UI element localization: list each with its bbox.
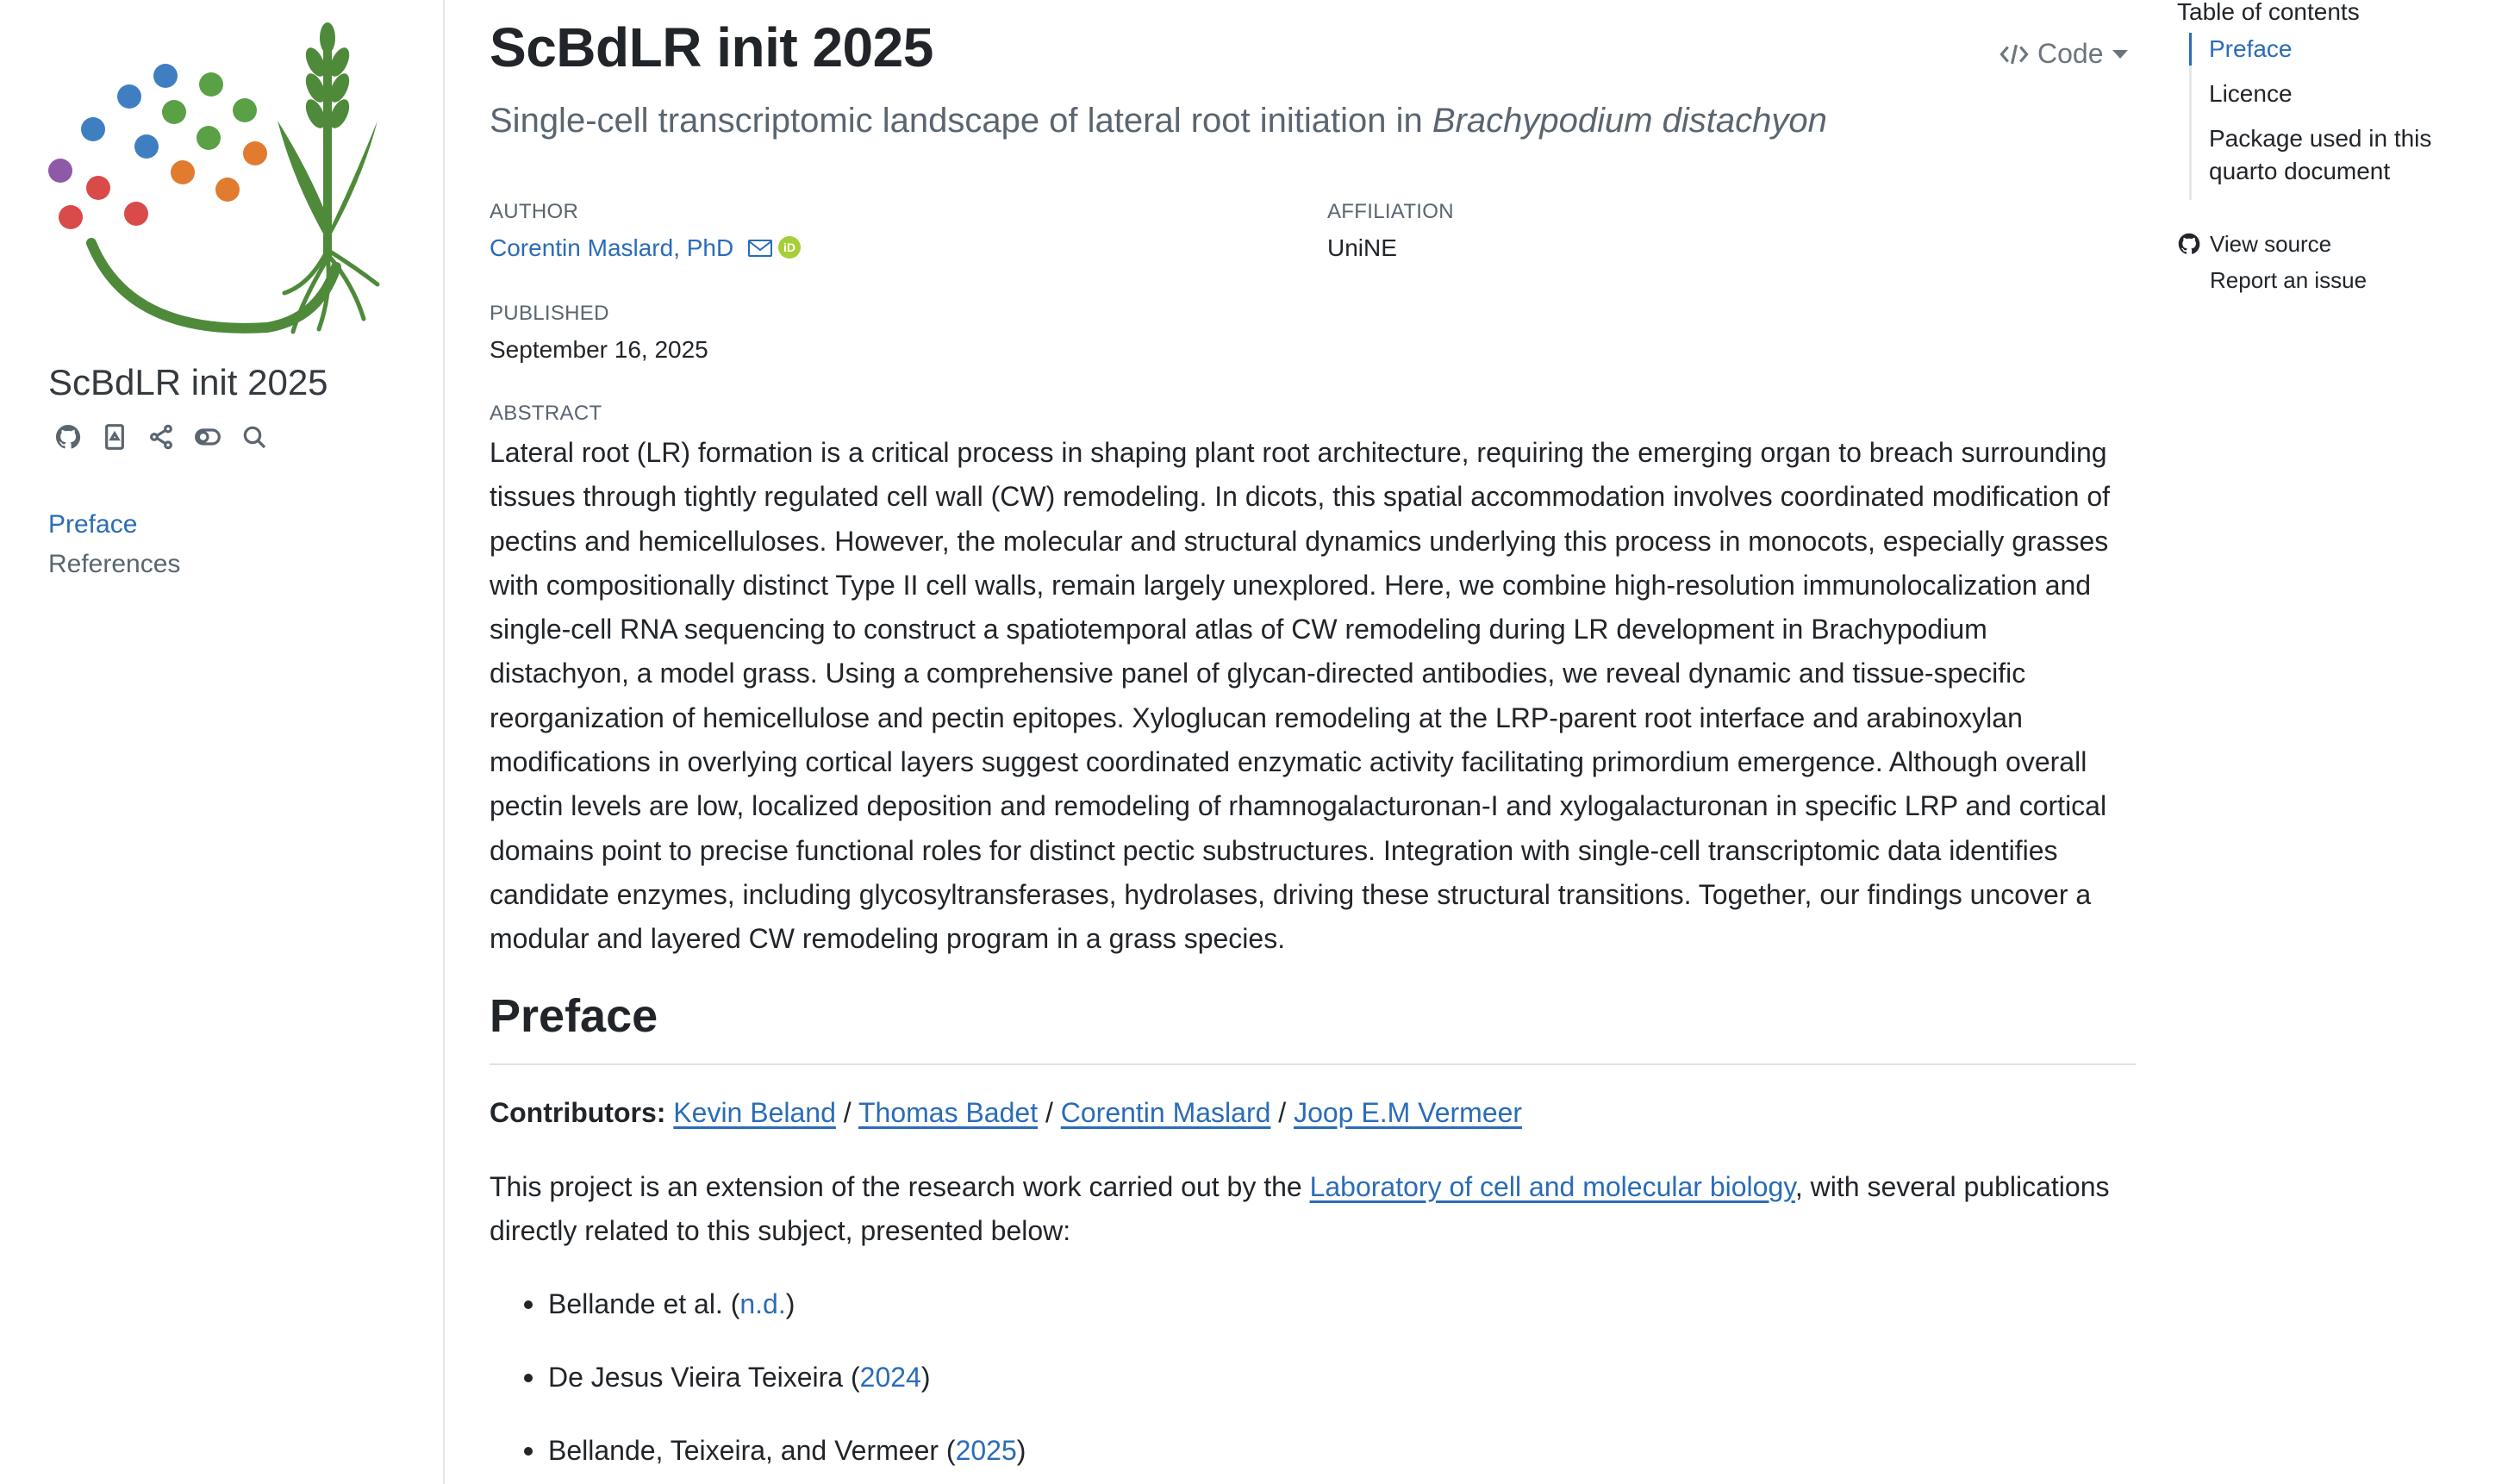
publication-authors: De Jesus Vieira Teixeira ( [548, 1362, 860, 1393]
github-icon [2177, 232, 2201, 256]
toc-actions [2177, 226, 2367, 298]
subtitle-text: Single-cell transcriptomic landscape of lateral root initiation in [490, 102, 1432, 140]
list-item [548, 1429, 1026, 1473]
publication-authors: Bellande et al. ( [548, 1288, 740, 1319]
publication-authors: Bellande, Teixeira, and Vermeer ( [548, 1435, 956, 1466]
pdf-icon[interactable] [98, 421, 131, 453]
contributors-label: Contributors: [490, 1097, 666, 1128]
citation-close: ) [1016, 1435, 1026, 1466]
contributor-link[interactable]: Corentin Maslard [1060, 1097, 1271, 1128]
citation-close: ) [920, 1362, 931, 1393]
page-title: ScBdLR init 2025 [490, 16, 933, 78]
preface-heading: Preface [490, 990, 658, 1042]
contributors-line [490, 1091, 2136, 1135]
abstract-line: pectins and hemicelluloses. However, the molecular and structural dynamics underlying this process in monocots, especially grasses [490, 525, 2109, 557]
code-button[interactable] [2000, 38, 2128, 70]
abstract-text [490, 431, 2136, 962]
abstract-line: pectin levels are low, localized deposition and remodeling of rhamnogalacturonan-I and xylogalacturonan in specific LRP and cortical [490, 790, 2107, 822]
author-link[interactable]: Corentin Maslard, PhD [490, 234, 734, 261]
abstract-line: reorganization of hemicellulose and pectin epitopes. Xyloglucan remodeling at the LRP-parent root interface and arabinoxylan [490, 701, 2023, 733]
abstract-line: single-cell RNA sequencing to construct a spatiotemporal atlas of CW remodeling during LR development in Brachypodium [490, 614, 1987, 645]
view-source-link[interactable] [2177, 226, 2367, 262]
list-item [548, 1282, 1026, 1326]
abstract-line: tissues through tightly regulated cell wall (CW) remodeling. In dicots, this spatial accommodation involves coordinated modification of [490, 481, 2111, 513]
intro-text: This project is an extension of the research work carried out by the [490, 1171, 1310, 1202]
abstract-line: with compositionally distinct Type II cell walls, remain largely unexplored. Here, we combine high-resolution immunolocalization and [490, 569, 2092, 601]
sidebar-tools [52, 421, 271, 453]
toc-list [2189, 33, 2499, 200]
abstract-line: domains point to precise functional roles for distinct pectic substructures. Integration with single-cell transcriptomic data identifies [490, 834, 2058, 866]
share-icon[interactable] [145, 421, 178, 453]
mail-icon[interactable] [747, 236, 773, 264]
code-button-label: Code [2037, 38, 2104, 69]
abstract-line: modular and layered CW remodeling program in a grass species. [490, 923, 1286, 955]
publication-list [548, 1282, 1026, 1484]
list-item [548, 1356, 1026, 1400]
code-icon [2000, 41, 2029, 67]
page-subtitle [490, 102, 1827, 140]
intro-text-line2: directly related to this subject, presented below: [490, 1215, 1071, 1246]
toc-title: Table of contents [2177, 0, 2360, 25]
affiliation-label: AFFILIATION [1327, 200, 1454, 223]
abstract-line: distachyon, a model grass. Using a comprehensive panel of glycan-directed antibodies, we reveal dynamic and tissue-specific [490, 658, 2026, 689]
chevron-down-icon [2112, 50, 2128, 59]
abstract-line: candidate enzymes, including glycosyltransferases, hydrolases, driving these structural transitions. Together, our findings uncover a [490, 878, 2092, 910]
contributor-link[interactable]: Thomas Badet [858, 1097, 1039, 1128]
contributor-link[interactable]: Joop E.M Vermeer [1294, 1097, 1523, 1128]
view-source-label: View source [2210, 231, 2332, 257]
sidebar-item-preface[interactable]: Preface [48, 510, 138, 539]
author-label: AUTHOR [490, 200, 579, 223]
github-icon[interactable] [52, 421, 84, 453]
citation-link[interactable]: 2025 [955, 1435, 1017, 1466]
published-label: PUBLISHED [490, 302, 609, 325]
separator: / [843, 1097, 852, 1128]
citation-link[interactable]: n.d. [739, 1288, 786, 1319]
abstract-label: ABSTRACT [490, 402, 602, 425]
sidebar-nav [48, 505, 180, 584]
intro-paragraph [490, 1165, 2136, 1253]
separator: / [1045, 1097, 1053, 1128]
abstract-line: Lateral root (LR) formation is a critical process in shaping plant root architecture, requiring the emerging organ to breach surrounding [490, 437, 2107, 468]
lab-link[interactable]: Laboratory of cell and molecular biology [1309, 1171, 1795, 1202]
report-issue-link[interactable] [2177, 262, 2367, 298]
citation-link[interactable]: 2024 [859, 1362, 921, 1393]
abstract-line: modifications in overlying cortical layers suggest coordinated enzymatic activity facilitating primordium emergence. Although overall [490, 746, 2087, 778]
contributor-link[interactable]: Kevin Beland [673, 1097, 836, 1128]
search-icon[interactable] [238, 421, 271, 453]
sidebar-item-references[interactable]: References [48, 550, 181, 578]
sidebar [0, 0, 445, 1484]
intro-text-after: , with several publications [1794, 1171, 2110, 1202]
orcid-icon[interactable]: iD [778, 236, 801, 259]
author-row [490, 234, 801, 264]
section-divider [490, 1063, 2136, 1065]
toggle-icon[interactable] [191, 421, 224, 453]
toc-item-preface[interactable]: Preface [2189, 33, 2499, 65]
separator: / [1278, 1097, 1287, 1128]
published-date: September 16, 2025 [490, 336, 708, 363]
subtitle-species: Brachypodium distachyon [1432, 102, 1827, 140]
site-logo[interactable] [34, 9, 396, 353]
site-title[interactable]: ScBdLR init 2025 [48, 362, 328, 402]
citation-close: ) [785, 1288, 795, 1319]
toc-item-licence[interactable]: Licence [2209, 80, 2293, 107]
report-issue-label: Report an issue [2210, 267, 2368, 293]
toc-item-packages[interactable]: Package used in this quarto document [2209, 125, 2432, 184]
affiliation-value: UniNE [1327, 234, 1397, 261]
